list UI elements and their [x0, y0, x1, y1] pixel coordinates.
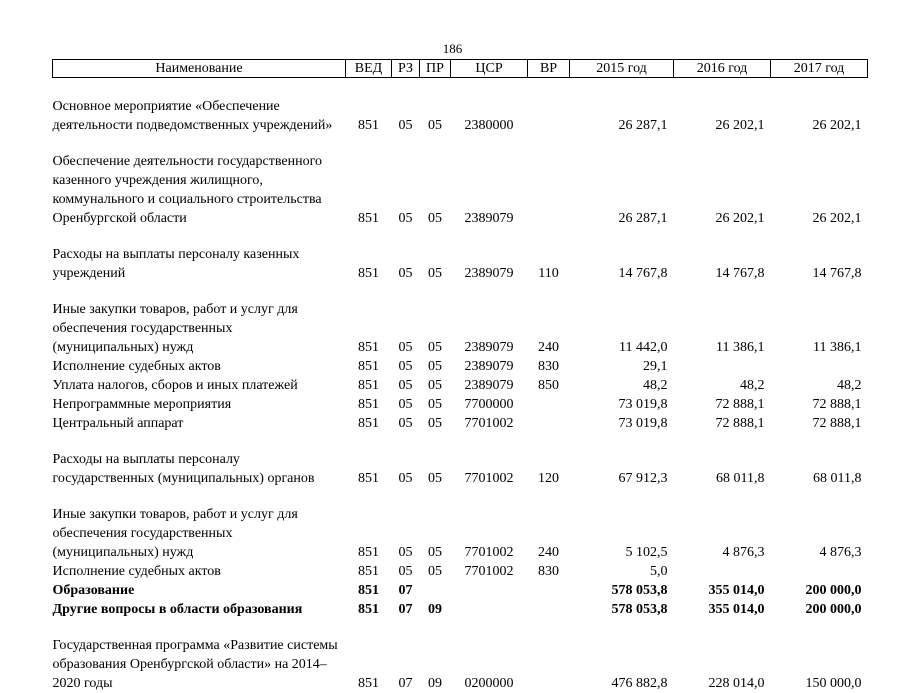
row-name: Другие вопросы в области образования: [53, 600, 346, 619]
row-name: Исполнение судебных актов: [53, 357, 346, 376]
header-rz: РЗ: [392, 60, 420, 78]
row-vr: 110: [528, 228, 570, 283]
row-value-2017: 150 000,0: [771, 619, 868, 693]
row-pr: 05: [420, 283, 451, 357]
row-rz: 07: [392, 581, 420, 600]
row-value-2015: 29,1: [570, 357, 674, 376]
header-csr: ЦСР: [451, 60, 528, 78]
row-vr: 120: [528, 433, 570, 488]
row-ved: 851: [346, 135, 392, 228]
row-ved: 851: [346, 488, 392, 562]
row-csr: 7701002: [451, 414, 528, 433]
row-ved: 851: [346, 619, 392, 693]
row-vr: 240: [528, 283, 570, 357]
row-csr: 2389079: [451, 228, 528, 283]
row-pr: 05: [420, 357, 451, 376]
row-name: Иные закупки товаров, работ и услуг для обеспечения государственных (муниципальных) нужд: [53, 488, 346, 562]
row-value-2017: 68 011,8: [771, 433, 868, 488]
row-csr: 2389079: [451, 357, 528, 376]
row-value-2017: 72 888,1: [771, 414, 868, 433]
row-value-2015: 5,0: [570, 562, 674, 581]
row-csr: 0200000: [451, 619, 528, 693]
row-vr: 830: [528, 357, 570, 376]
budget-table: [52, 59, 868, 693]
row-rz: 05: [392, 488, 420, 562]
row-ved: 851: [346, 562, 392, 581]
row-ved: 851: [346, 228, 392, 283]
row-value-2015: 67 912,3: [570, 433, 674, 488]
row-value-2015: 578 053,8: [570, 581, 674, 600]
row-csr: 2389079: [451, 376, 528, 395]
row-value-2015: 476 882,8: [570, 619, 674, 693]
row-vr: 830: [528, 562, 570, 581]
row-ved: 851: [346, 357, 392, 376]
row-value-2016: 355 014,0: [674, 600, 771, 619]
table-row: [53, 135, 868, 228]
row-value-2016: [674, 357, 771, 376]
row-rz: 05: [392, 78, 420, 136]
header-name: Наименование: [53, 60, 346, 78]
row-value-2016: 72 888,1: [674, 395, 771, 414]
row-vr: [528, 78, 570, 136]
row-rz: 05: [392, 228, 420, 283]
row-rz: 05: [392, 135, 420, 228]
row-csr: 2389079: [451, 283, 528, 357]
row-value-2016: 48,2: [674, 376, 771, 395]
row-pr: 05: [420, 135, 451, 228]
table-body: [53, 78, 868, 693]
row-value-2016: [674, 562, 771, 581]
row-rz: 05: [392, 283, 420, 357]
row-value-2017: 4 876,3: [771, 488, 868, 562]
row-rz: 05: [392, 433, 420, 488]
row-name: Центральный аппарат: [53, 414, 346, 433]
row-value-2015: 73 019,8: [570, 395, 674, 414]
row-value-2017: 48,2: [771, 376, 868, 395]
row-rz: 05: [392, 395, 420, 414]
row-pr: 05: [420, 78, 451, 136]
table-row: [53, 488, 868, 562]
row-pr: 05: [420, 414, 451, 433]
row-csr: [451, 600, 528, 619]
row-ved: 851: [346, 414, 392, 433]
row-value-2015: 26 287,1: [570, 135, 674, 228]
row-value-2016: 26 202,1: [674, 78, 771, 136]
row-value-2017: [771, 357, 868, 376]
row-name: Обеспечение деятельности государственного казенного учреждения жилищного, коммунального и социального строительства Оренбургской области: [53, 135, 346, 228]
row-ved: 851: [346, 78, 392, 136]
row-pr: 05: [420, 488, 451, 562]
row-name: Исполнение судебных актов: [53, 562, 346, 581]
row-rz: 07: [392, 600, 420, 619]
row-csr: 2380000: [451, 78, 528, 136]
row-value-2017: 11 386,1: [771, 283, 868, 357]
table-row: [53, 414, 868, 433]
row-pr: 05: [420, 376, 451, 395]
row-ved: 851: [346, 581, 392, 600]
row-csr: 7701002: [451, 488, 528, 562]
row-value-2017: 14 767,8: [771, 228, 868, 283]
row-name: Основное мероприятие «Обеспечение деятельности подведомственных учреждений»: [53, 78, 346, 136]
row-value-2016: 68 011,8: [674, 433, 771, 488]
header-2017: 2017 год: [771, 60, 868, 78]
row-rz: 05: [392, 357, 420, 376]
row-ved: 851: [346, 395, 392, 414]
row-value-2016: 72 888,1: [674, 414, 771, 433]
row-vr: [528, 619, 570, 693]
row-name: Иные закупки товаров, работ и услуг для обеспечения государственных (муниципальных) нужд: [53, 283, 346, 357]
table-row: [53, 357, 868, 376]
row-csr: 7701002: [451, 562, 528, 581]
row-rz: 05: [392, 376, 420, 395]
row-value-2016: 26 202,1: [674, 135, 771, 228]
row-csr: 7701002: [451, 433, 528, 488]
row-value-2015: 5 102,5: [570, 488, 674, 562]
row-pr: 05: [420, 395, 451, 414]
row-name: Уплата налогов, сборов и иных платежей: [53, 376, 346, 395]
table-row: [53, 283, 868, 357]
table-row: [53, 581, 868, 600]
table-row: [53, 619, 868, 693]
row-csr: 7700000: [451, 395, 528, 414]
table-header-row: [53, 60, 868, 78]
row-pr: [420, 581, 451, 600]
row-value-2017: 200 000,0: [771, 581, 868, 600]
row-ved: 851: [346, 376, 392, 395]
row-name: Расходы на выплаты персоналу государственных (муниципальных) органов: [53, 433, 346, 488]
table-row: [53, 376, 868, 395]
row-value-2016: 355 014,0: [674, 581, 771, 600]
row-vr: 850: [528, 376, 570, 395]
row-vr: [528, 395, 570, 414]
header-vr: ВР: [528, 60, 570, 78]
row-csr: 2389079: [451, 135, 528, 228]
header-pr: ПР: [420, 60, 451, 78]
row-name: Непрограммные мероприятия: [53, 395, 346, 414]
row-vr: 240: [528, 488, 570, 562]
row-value-2016: 11 386,1: [674, 283, 771, 357]
header-2015: 2015 год: [570, 60, 674, 78]
table-row: [53, 600, 868, 619]
row-name: Расходы на выплаты персоналу казенных учреждений: [53, 228, 346, 283]
table-row: [53, 78, 868, 136]
row-value-2017: 26 202,1: [771, 135, 868, 228]
row-vr: [528, 600, 570, 619]
row-pr: 05: [420, 433, 451, 488]
table-row: [53, 433, 868, 488]
row-value-2017: [771, 562, 868, 581]
row-vr: [528, 135, 570, 228]
row-value-2016: 14 767,8: [674, 228, 771, 283]
row-rz: 07: [392, 619, 420, 693]
row-vr: [528, 581, 570, 600]
row-value-2017: 72 888,1: [771, 395, 868, 414]
row-name: Государственная программа «Развитие системы образования Оренбургской области» на 2014–2020 годы: [53, 619, 346, 693]
row-ved: 851: [346, 433, 392, 488]
header-ved: ВЕД: [346, 60, 392, 78]
row-name: Образование: [53, 581, 346, 600]
row-rz: 05: [392, 414, 420, 433]
page-number: 186: [0, 42, 905, 56]
row-rz: 05: [392, 562, 420, 581]
row-pr: 05: [420, 562, 451, 581]
row-vr: [528, 414, 570, 433]
row-value-2017: 200 000,0: [771, 600, 868, 619]
row-pr: 09: [420, 619, 451, 693]
row-pr: 09: [420, 600, 451, 619]
row-value-2017: 26 202,1: [771, 78, 868, 136]
row-ved: 851: [346, 600, 392, 619]
row-csr: [451, 581, 528, 600]
header-2016: 2016 год: [674, 60, 771, 78]
row-value-2016: 228 014,0: [674, 619, 771, 693]
table-row: [53, 228, 868, 283]
table-row: [53, 395, 868, 414]
row-value-2015: 14 767,8: [570, 228, 674, 283]
row-value-2016: 4 876,3: [674, 488, 771, 562]
row-value-2015: 73 019,8: [570, 414, 674, 433]
row-value-2015: 11 442,0: [570, 283, 674, 357]
row-value-2015: 48,2: [570, 376, 674, 395]
row-pr: 05: [420, 228, 451, 283]
row-value-2015: 578 053,8: [570, 600, 674, 619]
table-row: [53, 562, 868, 581]
row-ved: 851: [346, 283, 392, 357]
row-value-2015: 26 287,1: [570, 78, 674, 136]
